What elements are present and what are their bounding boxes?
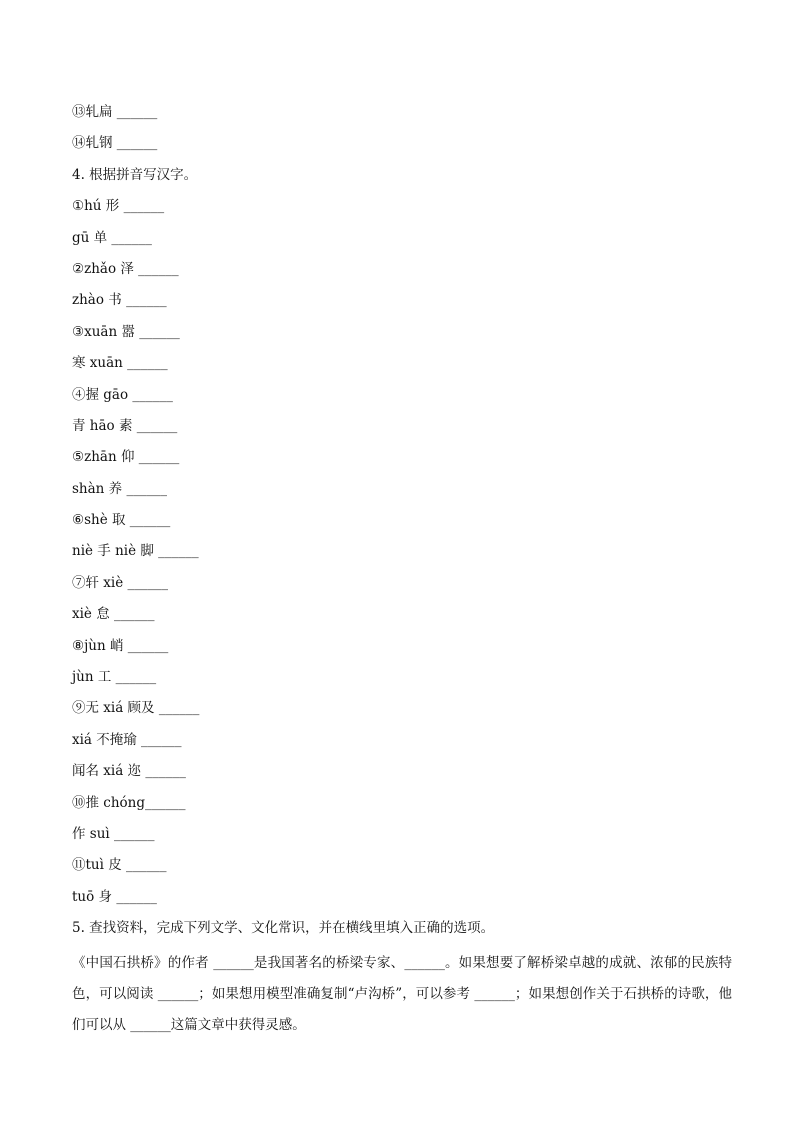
pinyin-item-9b: xiá 不掩瑜 ______ — [72, 731, 182, 748]
pinyin-item-5a: ⑤zhān 仰 ______ — [72, 449, 180, 466]
question-4-heading: 4. 根据拼音写汉字。 — [72, 166, 198, 183]
pinyin-item-2a: ②zhǎo 泽 ______ — [72, 260, 179, 277]
pinyin-item-11a: ⑪tuì 皮 ______ — [72, 857, 167, 874]
pinyin-item-5b: shàn 养 ______ — [72, 480, 167, 497]
pinyin-item-11b: tuō 身 ______ — [72, 888, 157, 905]
question-5-heading: 5. 查找资料，完成下列文学、文化常识，并在横线里填入正确的选项。 — [72, 920, 495, 937]
pinyin-item-6b: niè 手 niè 脚 ______ — [72, 543, 199, 560]
pinyin-item-4a: ④握 gāo ______ — [72, 386, 173, 403]
item-14-zha-gang: ⑭轧钢 ______ — [72, 135, 158, 152]
pinyin-item-6a: ⑥shè 取 ______ — [72, 512, 171, 529]
pinyin-item-7b: xiè 怠 ______ — [72, 606, 155, 623]
pinyin-item-4b: 青 hāo 素 ______ — [72, 417, 178, 434]
pinyin-item-1a: ①hú 形 ______ — [72, 198, 165, 215]
pinyin-item-10b: 作 suì ______ — [72, 825, 155, 842]
document-page — [72, 100, 732, 1042]
pinyin-item-10a: ⑩推 chóng______ — [72, 794, 186, 811]
item-13-zha-bian: ⑬轧扁 ______ — [72, 104, 158, 120]
pinyin-item-3a: ③xuān 嚣 ______ — [72, 323, 180, 340]
pinyin-item-8a: ⑧jùn 峭 ______ — [72, 637, 169, 654]
pinyin-item-2b: zhào 书 ______ — [72, 292, 167, 309]
pinyin-item-9c: 闻名 xiá 迩 ______ — [72, 763, 186, 780]
pinyin-item-1b: gū 单 ______ — [72, 229, 152, 246]
pinyin-item-3b: 寒 xuān ______ — [72, 355, 168, 372]
pinyin-item-7a: ⑦轩 xiè ______ — [72, 574, 169, 591]
pinyin-item-8b: jùn 工 ______ — [72, 669, 157, 686]
question-5-paragraph: 《中国石拱桥》的作者 ______是我国著名的桥梁专家、______。如果想要了解桥梁卓越的成就、浓郁的民族特色，可以阅读 ______；如果想用模型准确复制“卢沟桥”，可以参考 ______；如果想创作关于石拱桥的诗歌，他们可以从 ______这篇文章中获得灵感。 — [72, 954, 732, 1034]
pinyin-item-9a: ⑨无 xiá 顾及 ______ — [72, 700, 200, 717]
